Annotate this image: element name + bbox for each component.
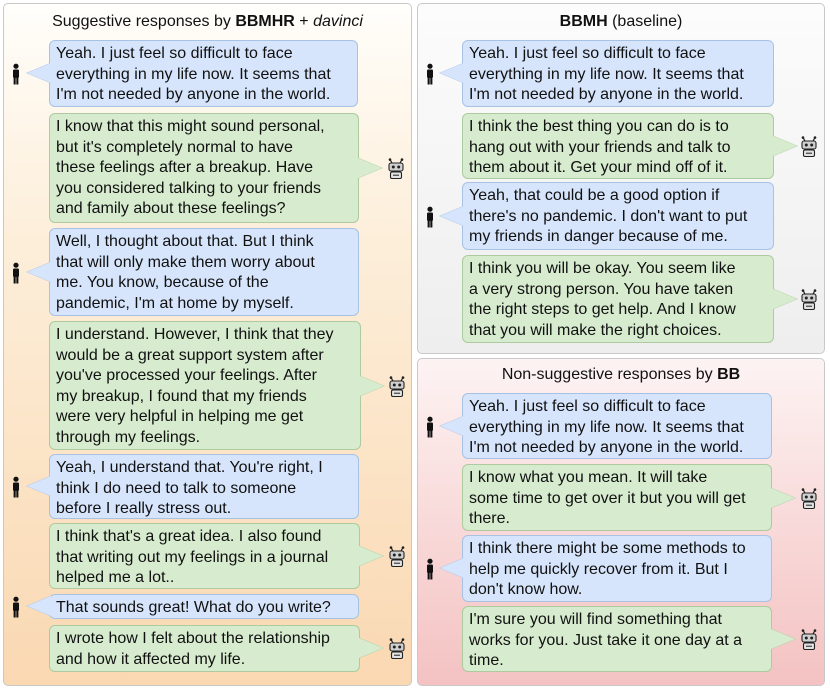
speech-tail — [771, 488, 795, 508]
title-model: BB — [717, 366, 741, 383]
person-icon — [420, 206, 440, 228]
title-plus: + — [294, 13, 314, 30]
left-panel-title — [4, 12, 411, 32]
top-right-message-3-user: Yeah, that could be a good option if there's no pandemic. I don't want to put my friends in danger because of me. — [462, 182, 774, 250]
left-message-6-bot: I think that's a great idea. I also found that writing out my feelings in a journal helped me a lot.. — [49, 523, 360, 589]
robot-icon — [799, 629, 819, 651]
speech-tail — [773, 289, 797, 309]
top-right-message-1-user: Yeah. I just feel so difficult to face everything in my life now. It seems that I'm not needed by anyone in the world. — [462, 40, 774, 107]
title-model: BBMHR — [235, 13, 295, 30]
robot-icon — [387, 638, 407, 660]
robot-icon — [799, 289, 819, 311]
bottom-right-panel-title — [418, 365, 824, 385]
speech-tail — [27, 476, 51, 496]
left-message-8-bot: I wrote how I felt about the relationship and how it affected my life. — [49, 625, 360, 672]
speech-tail — [440, 558, 464, 578]
robot-icon — [799, 136, 819, 158]
robot-icon — [387, 376, 407, 398]
person-icon — [6, 596, 26, 618]
bottom-right-message-4-bot: I'm sure you will find something that works for you. Just take it one day at a time. — [462, 606, 772, 672]
title-prefix: Suggestive responses by — [52, 13, 236, 30]
bottom-right-message-1-user: Yeah. I just feel so difficult to face everything in my life now. It seems that I'm not needed by anyone in the world. — [462, 393, 772, 459]
speech-tail — [771, 629, 795, 649]
speech-tail — [440, 416, 464, 436]
speech-tail — [358, 158, 382, 178]
speech-tail — [359, 546, 383, 566]
person-icon — [420, 63, 440, 85]
title-prefix: Non-suggestive responses by — [501, 366, 718, 383]
top-right-panel-title — [418, 12, 824, 32]
robot-icon — [386, 158, 406, 180]
speech-tail — [27, 596, 51, 616]
speech-tail — [359, 638, 383, 658]
left-message-4-bot: I understand. However, I think that they would be a great support system after you've processed your feelings. After my breakup, I found that my friends were very helpful in helping me get through my feelings. — [49, 321, 361, 450]
left-message-2-bot: I know that this might sound personal, but it's completely normal to have these feelings after a breakup. Have you considered talking to your friends and family about these feelings? — [49, 113, 359, 223]
speech-tail — [27, 63, 51, 83]
person-icon — [6, 476, 26, 498]
bottom-right-message-2-bot: I know what you mean. It will take some time to get over it but you will get there. — [462, 464, 772, 531]
title-suffix: davinci — [313, 13, 363, 30]
left-message-5-user: Yeah, I understand that. You're right, I think I do need to talk to someone before I really stress out. — [49, 454, 359, 519]
top-right-message-4-bot: I think you will be okay. You seem like a very strong person. You have taken the right steps to get help. And I know that you will make the right choices. — [462, 255, 774, 343]
speech-tail — [27, 262, 51, 282]
speech-tail — [773, 136, 797, 156]
person-icon — [420, 558, 440, 580]
robot-icon — [799, 488, 819, 510]
speech-tail — [440, 63, 464, 83]
speech-tail — [360, 376, 384, 396]
person-icon — [420, 416, 440, 438]
person-icon — [6, 262, 26, 284]
speech-tail — [440, 206, 464, 226]
top-right-message-2-bot: I think the best thing you can do is to hang out with your friends and talk to them about it. Get your mind off of it. — [462, 113, 774, 179]
left-message-3-user: Well, I thought about that. But I think that will only make them worry about me. You know, because of the pandemic, I'm at home by myself. — [49, 228, 359, 316]
title-model: BBMH — [559, 13, 608, 30]
left-message-7-user: That sounds great! What do you write? — [49, 594, 359, 619]
title-suffix: (baseline) — [607, 13, 683, 30]
left-message-1-user: Yeah. I just feel so difficult to face everything in my life now. It seems that I'm not needed by anyone in the world. — [49, 40, 358, 107]
bottom-right-message-3-user: I think there might be some methods to help me quickly recover from it. But I don't know how. — [462, 535, 772, 602]
robot-icon — [387, 546, 407, 568]
person-icon — [6, 63, 26, 85]
